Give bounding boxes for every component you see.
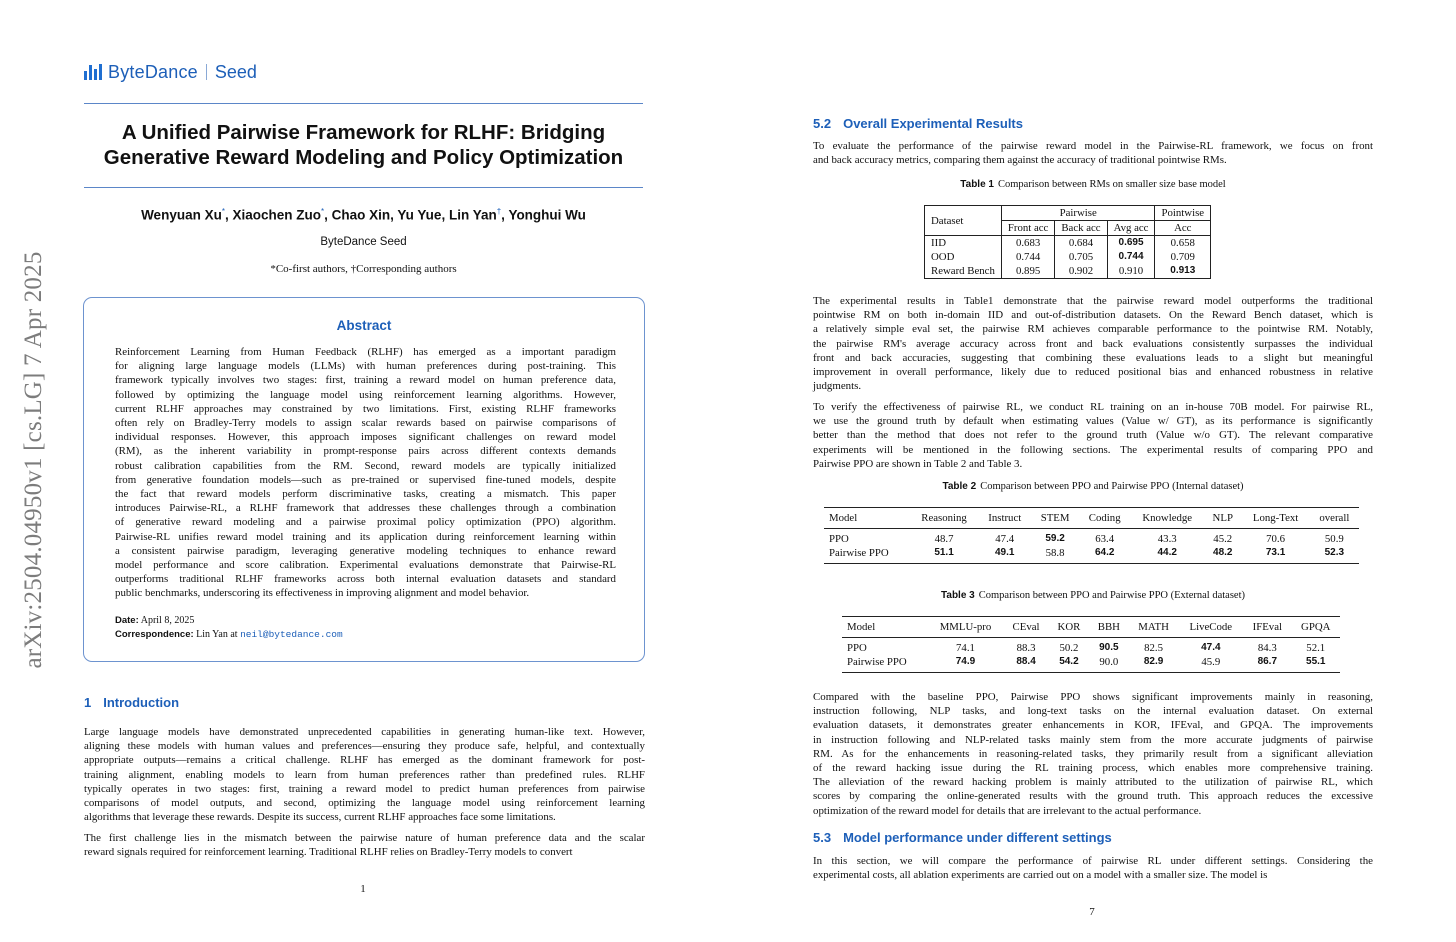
table-cell: 52.1 [1306,642,1326,654]
intro-p1-line: appropriate outputs—remains a critical challenge. RLHF has emerged as the dominant framework for post- [84,754,645,767]
table-3-caption [813,590,1373,601]
results-3-line: RM. As for the enhancements in reasoning-related tasks, they primarily result from a significant alleviation [813,747,1373,760]
intro-heading [84,695,179,710]
results-1-line: a relatively simple eval set, the pairwise RM achieves comparable performance to the pointwise RM. Notably, [813,323,1373,336]
sec52-intro-line: To evaluate the performance of the pairwise reward model in the Pairwise-RL framework, we focus on front [813,140,1373,152]
abstract-line: (RM), as the inherent variability in prompt-response pairs across different contexts demands [115,445,616,458]
abstract-line: public benchmarks, underscoring its effectiveness in improving alignment and model behavior. [115,587,530,600]
table-cell: 0.705 [1055,250,1107,264]
abstract-line: Reinforcement Learning from Human Feedback (RLHF) has emerged as a important paradigm [115,346,616,358]
results-1-line: the pairwise RM's average accuracy across front and back evaluations consistently surpasses the individual [813,337,1373,350]
logo-sub: Seed [214,61,257,82]
logo-divider [206,64,207,80]
abstract-line: outperforms traditional RLHF frameworks across both internal evaluation datasets and standard [115,573,616,586]
results-1-line: improvement in overall performance, likely due to reduced positional bias and enhanced robustness in relative [813,366,1373,379]
table-1 [924,205,1211,279]
table-cell: 0.658 [1155,236,1211,251]
page-number-right: 7 [1089,906,1095,918]
table-row [925,236,1211,251]
table-cell: 0.709 [1155,250,1211,264]
column-header: MATH [1129,617,1179,638]
table-cell: 0.695 [1107,236,1155,251]
results-2-line: better than the method that does not refer to the ground truth (Value w/o GT). The relevant comparative [813,429,1373,442]
author-list: Wenyuan Xu*, Xiaochen Zuo*, Chao Xin, Yu Yue, Lin Yan†, Yonghui Wu [141,207,586,223]
table-cell: 0.684 [1055,236,1107,251]
table-cell: 73.1 [1265,547,1286,558]
abstract-body [115,345,616,601]
column-header: overall [1310,508,1359,529]
intro-p1-line: comparisons of model outputs, and second, optimizing the language model using reinforcement learning [84,797,645,810]
column-header: IFEval [1243,617,1291,638]
abstract-line: Pairwise-RL unifies reward model training and its application during reinforcement learning within [115,530,616,543]
intro-p2-line: The first challenge lies in the mismatch between the pairwise nature of human preference data and the scalar [84,832,645,844]
author-mark: * [221,207,225,216]
correspondence-label: Correspondence: [115,629,194,640]
section-5-2-heading [813,116,1023,131]
intro-p1-line: typically operates in two stages: first, training a reward model to predict human preferences from pairwise [84,782,645,795]
table-2-caption-text: Comparison between PPO and Pairwise PPO (Internal dataset) [980,481,1244,492]
row-label: Pairwise PPO [847,656,907,668]
arxiv-stamp-text: arXiv:2504.04950v1 [cs.LG] 7 Apr 2025 [20,251,47,669]
abstract-line: model performance and score calibration. Experimental evaluations demonstrate that Pairwise-RL [115,559,616,572]
date-value: April 8, 2025 [140,615,195,626]
affiliation: ByteDance Seed [320,236,407,248]
sec52-intro-line: and back accuracy metrics, comparing them against the accuracy of traditional pointwise RMs. [813,154,1227,167]
table-cell: 0.910 [1107,264,1155,279]
table-cell: 0.683 [1001,236,1054,251]
results-2-line: To verify the effectiveness of pairwise RL, we conduct RL training on an in-house 70B model. For pairwise RL, [813,401,1373,413]
intro-title: Introduction [103,695,180,710]
date-line [115,615,194,626]
table-cell: 45.2 [1213,533,1233,545]
table-row [824,529,1359,547]
column-header: MMLU-pro [928,617,1004,638]
arxiv-stamp [14,251,54,669]
abstract-line: from generative foundation models—such as pre-trained or supervised fine-tuned models, despite [115,473,616,486]
author-note: *Co-first authors, †Corresponding authors [270,263,457,275]
table-row [925,250,1211,264]
row-label: PPO [847,642,867,654]
author-mark: † [496,207,502,216]
results-3-line: instruction following, NLP tasks, and long-text tasks on the internal evaluation dataset. On external [813,705,1373,718]
table-1-subheader: Back acc [1055,221,1107,236]
results-2-line: we use the ground truth by default when estimating values (Value w/ GT), as its performance is significantly [813,415,1373,428]
abstract-line: framework typically involves two stages: first, training a reward model on human preference data, [115,374,616,387]
table-cell: 0.895 [1001,264,1054,279]
row-label: Reward Bench [925,264,1002,279]
results-1-line: front and back accuracies, suggesting that combining these evaluations leads to a slight but meaningful [813,351,1373,364]
table-2-caption [813,481,1373,492]
abstract-line: the fact that reward models perform discriminative tasks, creating a mismatch. This paper [115,488,616,501]
section-5-3-number: 5.3 [813,830,832,845]
column-header: CEval [1003,617,1048,638]
intro-p1-line: algorithms that leverage these rewards. Despite its success, current RLHF approaches face some limitations. [84,811,556,824]
results-2-line: Pairwise PPO are shown in Table 2 and Table 3. [813,457,1023,470]
table-cell: 90.0 [1099,656,1119,668]
row-label: IID [925,236,1002,251]
title-rule-bottom [84,187,643,188]
intro-p1-line: Large language models have demonstrated unprecedented capabilities in generating human-like text. However, [84,726,645,738]
results-paragraph-2 [813,400,1373,471]
table-row [824,546,1359,564]
table-cell: 84.3 [1257,642,1277,654]
row-label: Pairwise PPO [829,547,889,559]
table-cell: 45.9 [1201,656,1221,668]
section-5-2-title: Overall Experimental Results [843,116,1023,131]
table-cell: 50.9 [1324,533,1344,545]
column-header: KOR [1049,617,1089,638]
title-rule-top [84,103,643,104]
table-cell: 49.1 [995,547,1015,558]
author-name: Yonghui Wu [508,207,586,223]
results-3-line: optimization of the reward model for details that are irrelevant to the actual performance. [813,804,1202,817]
column-header: Long-Text [1241,508,1309,529]
column-header: Knowledge [1130,508,1204,529]
page-number: 1 [360,883,366,895]
table-3-caption-text: Comparison between PPO and Pairwise PPO (External dataset) [978,590,1245,601]
column-header: Coding [1079,508,1130,529]
abstract-line: introduces Pairwise-RL, a RLHF framework that addresses these challenges through a combination [115,502,616,515]
correspondence-email-link[interactable]: neil@bytedance.com [240,629,343,640]
abstract-box [83,297,645,662]
column-header: LiveCode [1179,617,1244,638]
table-cell: 54.2 [1059,656,1079,667]
table-1-pairwise-header: Pairwise [1001,206,1155,221]
table-1-pointwise-header: Pointwise [1155,206,1211,221]
table-cell: 64.2 [1094,547,1115,558]
abstract-line: a consistent pairwise paradigm, leveraging generative modeling techniques to enhance reward [115,544,616,557]
table-cell: 88.3 [1016,642,1036,654]
table-cell: 70.6 [1266,533,1286,545]
results-paragraph-1 [813,294,1373,393]
intro-number: 1 [84,695,92,710]
table-cell: 0.744 [1107,250,1155,264]
table-cell: 43.3 [1157,533,1177,545]
intro-paragraph-2 [84,831,645,859]
table-cell: 47.4 [1201,642,1221,653]
title-line-1: A Unified Pairwise Framework for RLHF: Bridging [121,121,606,144]
column-header: Model [824,508,910,529]
abstract-line: current RLHF approaches may constrained by two limitations. First, existing RLHF frameworks [115,402,616,415]
table-cell: 63.4 [1095,533,1115,545]
table-cell: 82.9 [1143,656,1164,667]
table-cell: 48.7 [934,533,954,545]
column-header: NLP [1204,508,1241,529]
table-row [842,655,1340,673]
table-cell: 50.2 [1059,642,1079,654]
section-5-3-paragraph [813,854,1373,882]
author-name: Yu Yue [397,207,442,223]
table-1-caption-text: Comparison between RMs on smaller size base model [997,179,1226,190]
results-3-line: evaluation datasets, it demonstrates greater enhancements in KOR, IFEval, and GPQA. The improvements [813,719,1373,732]
table-3 [842,616,1340,673]
table-cell: 0.902 [1055,264,1107,279]
section-5-2-number: 5.2 [813,116,832,131]
intro-p2-line: reward signals required for reinforcement learning. Traditional RLHF relies on Bradley-Terry models to convert [84,846,573,859]
results-3-line: of the reward hacking issue during the RL training process, which enables more comprehensive training. [813,762,1373,775]
table-cell: 88.4 [1016,656,1036,667]
bytedance-seed-logo [84,60,257,84]
intro-paragraph-1 [84,725,645,824]
table-cell: 47.4 [995,533,1015,545]
table-cell: 74.1 [956,642,975,654]
table-cell: 44.2 [1157,547,1177,558]
results-1-line: The experimental results in Table1 demonstrate that the pairwise reward model outperforms the traditional [813,295,1373,307]
table-cell: 59.2 [1045,533,1065,544]
table-cell: 0.913 [1155,264,1211,279]
paper-title [84,120,643,170]
results-3-line: Compared with the baseline PPO, Pairwise PPO shows significant improvements mainly in reasoning, [813,691,1373,703]
section-5-3-title: Model performance under different settings [843,830,1112,845]
sec53-line: In this section, we will compare the performance of pairwise RL under different settings. Considering the [813,855,1373,867]
section-5-3-heading [813,830,1112,845]
abstract-line: individual responses. However, this approach imposes significant challenges on reward model [115,431,616,444]
correspondence-name: Lin Yan at [196,629,238,640]
author-name: Xiaochen Zuo [232,207,321,223]
table-cell: 48.2 [1213,547,1233,558]
intro-p1-line: aligning these models with human values and preferences—ensuring they produce safe, helpful, and contextually [84,740,645,753]
table-2-label: Table 2 [942,481,977,492]
date-label: Date: [115,615,139,626]
row-label: OOD [925,250,1002,264]
author-mark: * [320,207,325,216]
table-row [842,638,1340,656]
results-3-line: The alleviation of the reward hacking problem is mainly attributed to the utilization of pairwise RL, which [813,776,1373,789]
column-header: BBH [1089,617,1129,638]
table-1-subheader: Front acc [1001,221,1054,236]
column-header: STEM [1031,508,1079,529]
results-paragraph-3 [813,690,1373,818]
table-cell: 90.5 [1099,642,1119,653]
abstract-heading: Abstract [336,318,392,333]
table-1-subheader: Acc [1155,221,1211,236]
table-cell: 74.9 [955,656,976,667]
table-3-label: Table 3 [941,590,975,601]
row-label: PPO [829,533,849,545]
table-1-label: Table 1 [960,179,994,190]
author-name: Chao Xin [331,207,391,223]
table-1-caption [813,179,1373,190]
bytedance-logo-icon [84,64,102,80]
table-cell: 58.8 [1045,547,1065,559]
results-3-line: scores by comparing the online-generated results with the ground truth. This approach reduces the excessive [813,790,1373,803]
results-1-line: judgments. [813,380,862,393]
abstract-line: for aligning large language models (LLMs) with human preferences during post-training. This [115,360,616,373]
intro-p1-line: training alignment, enabling models to learn from human preferences rather than predefined rules. RLHF [84,768,645,781]
table-cell: 82.5 [1144,642,1164,654]
table-cell: 52.3 [1324,547,1345,558]
author-name: Lin Yan [448,207,497,223]
results-3-line: in instruction following and NLP-related tasks mainly stem from the more accurate judgments of pairwise [813,733,1373,746]
column-header: Instruct [978,508,1031,529]
results-1-line: pointwise RM on both in-domain IID and out-of-distribution datasets. On the Reward Bench dataset, which is [813,309,1373,322]
column-header: GPQA [1292,617,1341,638]
section-5-2-intro [813,139,1373,167]
correspondence-line [115,629,343,640]
table-row [925,264,1211,279]
sec53-line: experimental costs, all ablation experiments are carried out on a model with a smaller size. The model is [813,869,1268,882]
table-cell: 55.1 [1306,656,1326,667]
table-cell: 86.7 [1257,656,1278,667]
table-1-subheader: Avg acc [1107,221,1155,236]
abstract-line: followed by optimizing the language model using reinforcement learning algorithms. However, [115,388,616,401]
abstract-line: robust calibration capabilities from the RM. Second, reward models are typically initialized [115,459,616,472]
abstract-line: often rely on Bradley-Terry models to assign scalar rewards based on pairwise comparisons of [115,417,616,430]
results-2-line: experiments will be mentioned in the following sections. The experimental results of comparing PPO and [813,443,1373,456]
table-1-dataset-header: Dataset [925,206,1002,236]
column-header: Reasoning [910,508,978,529]
table-cell: 51.1 [934,547,954,558]
title-line-2: Generative Reward Modeling and Policy Optimization [103,146,624,169]
column-header: Model [842,617,928,638]
table-cell: 0.744 [1001,250,1054,264]
logo-brand: ByteDance [108,61,198,82]
abstract-line: of generative reward modeling and a pairwise proximal policy optimization (PPO) algorithm. [115,516,616,529]
author-name: Wenyuan Xu [141,207,222,223]
table-2 [824,507,1359,564]
